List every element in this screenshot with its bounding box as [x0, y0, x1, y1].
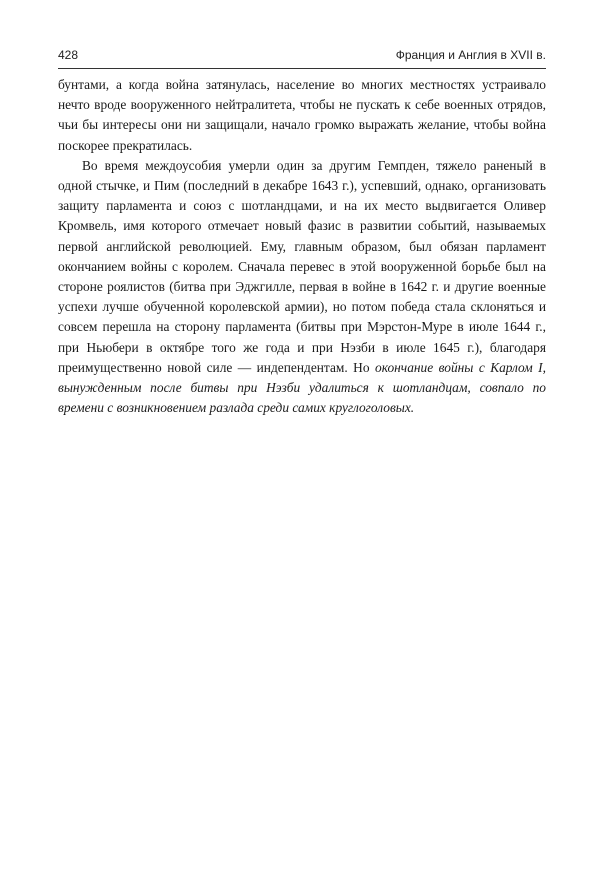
paragraph-continued: бунтами, а когда война затянулась, население во многих местностях устраивало нечто вроде вооруженного нейтралитета, чтобы не пускать к себе военных отрядов, чьи бы интересы они ни защищали, начало громко выражать желание, чтобы война поскорее прекратилась.	[58, 77, 546, 153]
running-title: Франция и Англия в XVII в.	[395, 48, 546, 62]
paragraph-main-text: Во время междоусобия умерли один за другим Гемпден, тяжело раненый в одной стычке, и Пим (последний в декабре 1643 г.), успевший, однако, организовать защиту парламента и союз с шотландцами, и на их место выдвигается Оливер Кромвель, имя которого отмечает новый фазис в развитии событий, называемых первой английской революцией. Ему, главным образом, был обязан парламент окончанием войны с королем. Сначала перевес в этой вооруженной борьбе был на стороне роялистов (битва при Эджгилле, первая в войне в 1642 г. и другие военные успехи лучше обученной королевской армии), но потом победа стала склоняться и совсем перешла на сторону парламента (битвы при Мэрстон-Муре в июле 1644 г., при Ньюбери в октябре того же года и при Нэзби в июле 1645 г.), благодаря преимущественно новой силе — индепендентам. Но	[58, 157, 546, 375]
running-head	[58, 48, 546, 68]
header-rule	[58, 68, 546, 69]
page-number: 428	[58, 48, 79, 62]
body-text	[58, 75, 546, 418]
book-page	[58, 48, 546, 418]
paragraph-main-italic: окончание войны с Карлом I, вынужденным после битвы при Нэзби удалиться к шотландцам, совпало по времени с возникновением разлада среди самих круглоголовых.	[58, 359, 546, 416]
paragraph-main	[58, 156, 546, 419]
